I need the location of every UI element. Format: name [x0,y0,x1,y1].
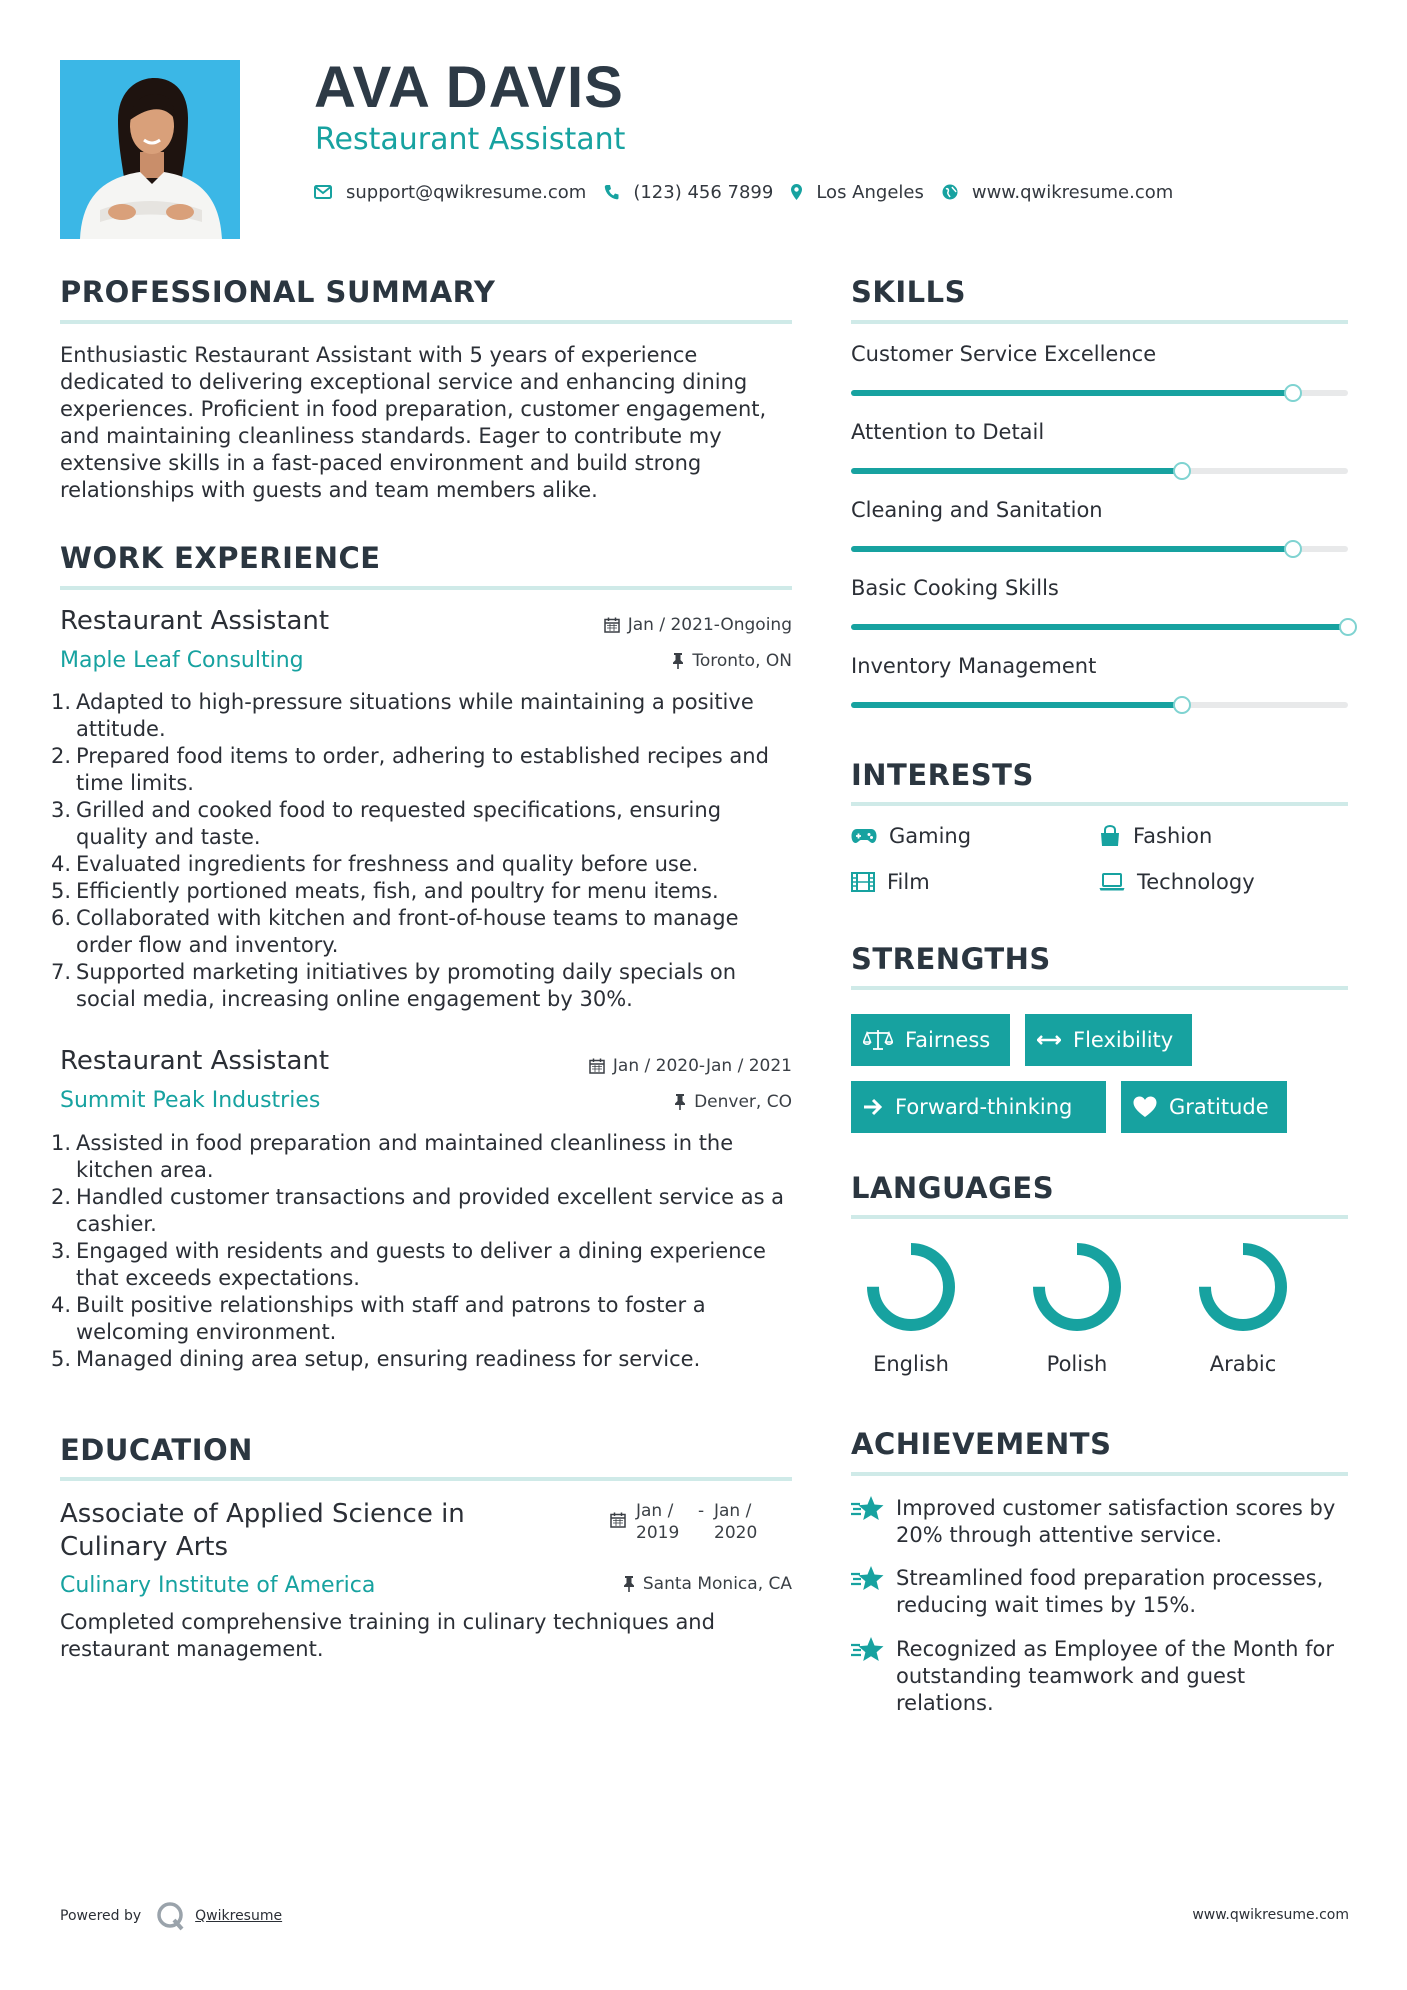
language-ring-arc [1205,1249,1281,1325]
interests-heading: INTERESTS [851,758,1034,792]
job-dates-2 [500,1056,792,1076]
strength-label: Forward-thinking [895,1095,1073,1119]
globe-icon [942,184,958,200]
achievements-rule [851,1472,1348,1476]
education-rule [60,1477,792,1481]
language-ring-arc [1039,1249,1115,1325]
bullet-text: Handled customer transactions and provided excellent service as a cashier. [76,1185,785,1236]
skill-bar-fill [851,624,1348,630]
bullet-text: Prepared food items to order, adhering to established recipes and time limits. [76,744,769,795]
language-ring [1030,1240,1124,1334]
education-location [500,1574,792,1594]
education-description: Completed comprehensive training in culinary techniques and restaurant management. [60,1610,715,1661]
skill-label: Basic Cooking Skills [851,576,1059,600]
degree-line-1: Associate of Applied Science in [60,1499,465,1529]
interest-label: Technology [1137,870,1255,894]
skill-label: Inventory Management [851,654,1097,678]
arrows-horizontal-icon [1037,1034,1061,1046]
interest-label: Fashion [1133,824,1213,848]
job-2-bullets [51,1130,796,1373]
language-label: Polish [1046,1352,1108,1376]
map-pin-icon [791,184,802,200]
skill-bar-knob [1173,696,1191,714]
achievement-text: Recognized as Employee of the Month for outstanding teamwork and guest relations. [896,1637,1334,1715]
edu-start-month: Jan / [636,1501,674,1521]
calendar-icon [610,1512,626,1528]
achievements-heading: ACHIEVEMENTS [851,1427,1112,1461]
list-item: 1. Adapted to high-pressure situations while maintaining a positive attitude. [51,690,754,741]
language-item [1002,1240,1152,1376]
calendar-icon [589,1058,605,1074]
list-item: 1. Assisted in food preparation and maintained cleanliness in the kitchen area. [51,1131,734,1182]
laptop-icon [1099,873,1125,891]
skill-bar-knob [1173,462,1191,480]
language-label: English [873,1352,949,1376]
star-icon [851,1495,885,1523]
bullet-text: Grilled and cooked food to requested specifications, ensuring quality and taste. [76,798,722,849]
pushpin-icon [623,1576,635,1592]
skill-bar [851,468,1348,474]
strength-label: Fairness [905,1028,991,1052]
achievement-text: Improved customer satisfaction scores by 20% through attentive service. [896,1496,1336,1547]
bullet-text: Supported marketing initiatives by promoting daily specials on social media, increasing online engagement by 30%. [76,960,737,1011]
edu-start-year: 2019 [636,1523,680,1543]
job-location-1-text: Toronto, ON [692,651,792,671]
skill-bar [851,624,1348,630]
skill-label: Cleaning and Sanitation [851,498,1103,522]
contact-location [791,182,924,203]
star-icon [851,1565,885,1593]
strength-chip-fairness [851,1014,1010,1066]
contact-email[interactable] [314,182,586,203]
languages-rule [851,1215,1348,1219]
degree-title [60,1498,465,1564]
skill-bar [851,546,1348,552]
skill-bar-fill [851,468,1182,474]
strengths-rule [851,986,1348,990]
list-item: 4. Built positive relationships with staff and patrons to foster a welcoming environment. [51,1293,706,1344]
job-dates-2-text: Jan / 2020-Jan / 2021 [612,1056,792,1076]
degree-line-2: Culinary Arts [60,1532,229,1562]
bullet-text: Built positive relationships with staff and patrons to foster a welcoming environment. [76,1293,706,1344]
language-label: Arabic [1209,1352,1277,1376]
skill-bar-fill [851,390,1293,396]
contact-bar [314,178,1191,206]
skill-label: Customer Service Excellence [851,342,1157,366]
list-item: 2. Handled customer transactions and provided excellent service as a cashier. [51,1185,785,1236]
experience-heading: WORK EXPERIENCE [60,541,381,575]
strength-chip-flexibility [1025,1014,1192,1066]
phone-text: (123) 456 7899 [633,181,774,203]
list-item: 4. Evaluated ingredients for freshness and quality before use. [51,852,699,876]
list-item: 7. Supported marketing initiatives by promoting daily specials on social media, increasing online engagement by 30%. [51,960,737,1011]
interest-gaming [851,824,971,848]
profile-photo [60,60,240,239]
pushpin-icon [672,653,684,669]
education-heading: EDUCATION [60,1433,253,1467]
location-text: Los Angeles [816,181,924,203]
bullet-text: Managed dining area setup, ensuring readiness for service. [76,1347,701,1371]
list-item: 5. Managed dining area setup, ensuring readiness for service. [51,1347,701,1371]
job-location-1 [500,651,792,671]
job-dates-1-text: Jan / 2021-Ongoing [627,615,792,635]
interests-rule [851,802,1348,806]
website-text: www.qwikresume.com [971,181,1174,203]
skill-bar [851,702,1348,708]
skill-bar-fill [851,702,1182,708]
job-1-bullets [51,689,796,1013]
experience-rule [60,586,792,590]
achievement-text: Streamlined food preparation processes, reducing wait times by 15%. [896,1566,1324,1617]
shopping-bag-icon [1099,825,1121,847]
summary-text: Enthusiastic Restaurant Assistant with 5 years of experience dedicated to delivering exceptional service and enhancing dining experiences. Proficient in food preparation, customer engagement, and maintaining cleanliness standards. Eager to contribute my extensive skills in a fast-paced environment and build strong relationships with guests and team members alike. [60,343,767,502]
job-title-2: Restaurant Assistant [60,1046,330,1076]
contact-website[interactable] [942,182,1173,203]
calendar-icon [604,617,620,633]
edu-end-year: 2020 [714,1523,758,1543]
language-item [836,1240,986,1376]
language-ring-arc [873,1249,949,1325]
bullet-text: Efficiently portioned meats, fish, and poultry for menu items. [76,879,719,903]
strength-label: Gratitude [1169,1095,1269,1119]
candidate-name: AVA DAVIS [314,55,624,120]
company-1: Maple Leaf Consulting [60,648,304,673]
skill-bar-knob [1339,618,1357,636]
bullet-text: Evaluated ingredients for freshness and quality before use. [76,852,699,876]
footer-powered-by [60,1900,282,1932]
job-location-2 [500,1092,792,1112]
job-title-1: Restaurant Assistant [60,606,330,636]
education-location-text: Santa Monica, CA [642,1574,792,1594]
bullet-text: Adapted to high-pressure situations while maintaining a positive attitude. [76,690,754,741]
phone-icon [604,184,619,200]
bullet-text: Engaged with residents and guests to deliver a dining experience that exceeds expectations. [76,1239,766,1290]
skill-bar-fill [851,546,1293,552]
qwikresume-logo-icon [155,1900,187,1932]
company-2: Summit Peak Industries [60,1088,321,1113]
bullet-text: Assisted in food preparation and maintained cleanliness in the kitchen area. [76,1131,734,1182]
balance-scale-icon [863,1029,893,1051]
heart-icon [1133,1096,1157,1118]
language-ring [1196,1240,1290,1334]
summary-heading: PROFESSIONAL SUMMARY [60,275,496,309]
interest-fashion [1099,824,1212,848]
gamepad-icon [851,828,877,844]
skill-bar-knob [1284,384,1302,402]
strength-label: Flexibility [1073,1028,1174,1052]
arrow-right-icon [863,1098,883,1116]
footer-website[interactable]: www.qwikresume.com [1192,1907,1349,1923]
email-text: support@qwikresume.com [346,181,587,203]
film-icon [851,872,875,892]
resume-page: AVA DAVIS Restaurant Assistant support@qwikresume.com (123) 456 7899 Los Angeles www.qwikresume.com PROFESSIONAL SUMMARY Enthusiastic Restaurant Assistant with 5 years of experience dedicated to delivering exceptional service and enhancing dining experiences. Proficient in food preparation, customer engagement, and maintaining cleanliness standards. Eager to contribute my extensive skills in a fast-paced environment and build strong relationships with guests and team members alike. WORK EXPERIENCE Restaurant Assistant Jan / 2021-Ongoing Maple Leaf Consulting Toronto, ON 1. Adapted to high-pressure situations while maintaining a positive attitude. 2. Prepared food items to order, adhering to established recipes and time limits. 3. Grilled and cooked food to requested specifications, ensuring quality and taste. 4. Evaluated ingredients for freshness and quality before use. 5. Efficiently portioned meats, fish, and poultry for menu items. 6. Collaborated with kitchen and front-of-house teams to manage order flow and inventory. 7. Supported marketing initiatives by promoting daily specials on social media, increasing online engagement by 30%. Restaurant Assistant Jan / 2020-Jan / 2021 Summit Peak Industries Denver, CO 1. Assisted in food preparation and maintained cleanliness in the kitchen area. 2. Handled customer transactions and provided excellent service as a cashier. 3. Engaged with residents and guests to deliver a dining experience that exceeds expectations. 4. Built positive relationships with staff and patrons to foster a welcoming environment. 5. Managed dining area setup, ensuring readiness for service. EDUCATION Associate of Applied Science in Culinary Arts Jan / 2019 - Jan / 2020 Culinary Institute of America Santa Monica, CA Completed comprehensive training in culinary techniques and restaurant management. SKILLS Customer Service Excellence Attention to Detail Cleaning and Sanitation Basic Cooking Skills Inventory Management INTERESTS Gaming Fashion Film Technology STRENGTHS Fairness Flexibility Forward-thinking Gratitude LANGUAGES English Polish Arabic ACHIEVEMENTS Improved customer satisfaction scores by 20% through attentive service. Streamlined food preparation processes, reducing wait times by 15%. Recognized as Employee of the Month for outstanding teamwork and guest relations. Powered by Qwikresume www.qwikresume.com [0,0,1407,1990]
list-item: 3. Grilled and cooked food to requested specifications, ensuring quality and taste. [51,798,722,849]
powered-by-text: Powered by [60,1908,142,1924]
star-icon [851,1636,885,1664]
job-location-2-text: Denver, CO [694,1092,792,1112]
school-name: Culinary Institute of America [60,1573,376,1598]
list-item: 5. Efficiently portioned meats, fish, and poultry for menu items. [51,879,719,903]
skills-rule [851,320,1348,324]
strength-chip-forward-thinking [851,1081,1106,1133]
strength-chip-gratitude [1121,1081,1287,1133]
envelope-icon [314,185,332,199]
contact-phone[interactable] [604,182,773,203]
list-item: 3. Engaged with residents and guests to deliver a dining experience that exceeds expectations. [51,1239,766,1290]
skill-label: Attention to Detail [851,420,1045,444]
job-dates-1 [500,615,792,635]
interest-label: Gaming [889,824,972,848]
interest-technology [1099,870,1255,894]
list-item: 6. Collaborated with kitchen and front-of-house teams to manage order flow and inventory. [51,906,739,957]
strengths-heading: STRENGTHS [851,942,1051,976]
languages-heading: LANGUAGES [851,1171,1055,1205]
skill-bar-knob [1284,540,1302,558]
skill-bar [851,390,1348,396]
list-item: 2. Prepared food items to order, adhering to established recipes and time limits. [51,744,769,795]
bullet-text: Collaborated with kitchen and front-of-house teams to manage order flow and inventory. [76,906,739,957]
candidate-role: Restaurant Assistant [315,122,626,157]
language-item [1168,1240,1318,1376]
edu-end-month: Jan / [714,1501,752,1521]
interest-film [851,870,930,894]
skills-heading: SKILLS [851,275,966,309]
pushpin-icon [674,1094,686,1110]
brand-link[interactable]: Qwikresume [195,1908,283,1924]
summary-rule [60,320,792,324]
interest-label: Film [887,870,930,894]
language-ring [864,1240,958,1334]
